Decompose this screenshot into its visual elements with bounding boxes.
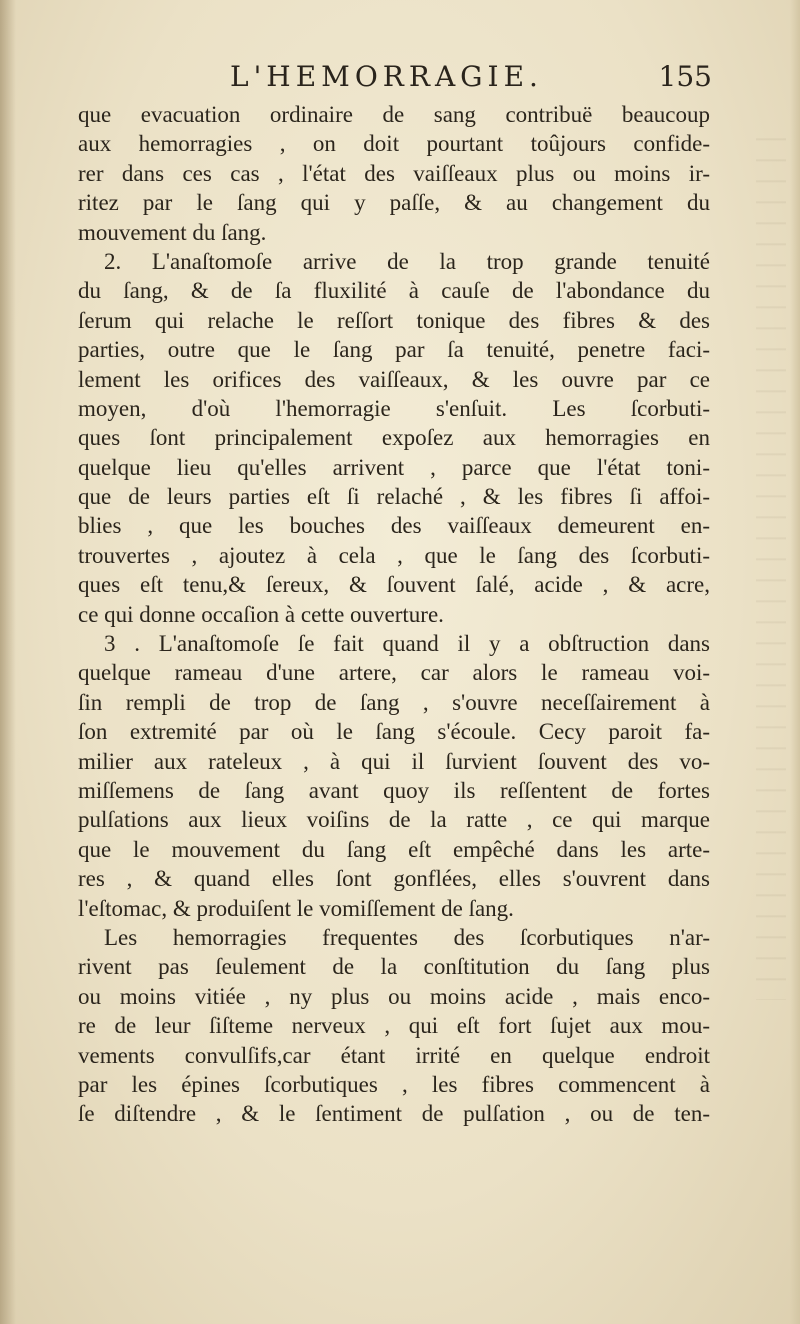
- text-line: moyen, d'où l'hemorragie s'enſuit. Les ſcorbuti-: [78, 395, 710, 421]
- show-through: [756, 120, 786, 1000]
- text-line: que le mouvement du ſang eſt empêché dans les arte-: [78, 836, 710, 862]
- gutter-shadow: [0, 0, 16, 1324]
- text-line: rivent pas ſeulement de la conſtitution du ſang plus: [78, 954, 710, 980]
- text-line: aux hemorragies , on doit pourtant toûjours confide-: [78, 131, 710, 157]
- text-line: quelque rameau d'une artere, car alors le rameau voi-: [78, 660, 710, 686]
- text-line: milier aux rateleux , à qui il ſurvient ſouvent des vo-: [78, 748, 710, 774]
- text-line: miſſemens de ſang avant quoy ils reſſentent de fortes: [78, 777, 710, 803]
- text-line: que de leurs parties eſt ſi relaché , & les fibres ſi affoi-: [78, 484, 710, 510]
- text-line: ſon extremité par où le ſang s'écoule. Cecy paroit fa-: [78, 719, 710, 745]
- text-line: ques eſt tenu,& ſereux, & ſouvent ſalé, acide , & acre,: [78, 572, 710, 598]
- text-line: quelque lieu qu'elles arrivent , parce que l'état toni-: [78, 454, 710, 480]
- text-line: par les épines ſcorbutiques , les fibres commencent à: [78, 1071, 710, 1097]
- text-line: trouvertes , ajoutez à cela , que le ſang des ſcorbuti-: [78, 542, 710, 568]
- text-line: 3 . L'anaſtomoſe ſe fait quand il y a obſtruction dans: [104, 631, 710, 657]
- text-line: ſerum qui relache le reſſort tonique des fibres & des: [78, 307, 710, 333]
- text-line: ce qui donne occaſion à cette ouverture.: [78, 601, 444, 627]
- page-edge: [790, 0, 800, 1324]
- text-line: ques ſont principalement expoſez aux hemorragies en: [78, 425, 710, 451]
- text-line: re de leur ſiſteme nerveux , qui eſt fort ſujet aux mou-: [78, 1013, 710, 1039]
- text-line: blies , que les bouches des vaiſſeaux demeurent en-: [78, 513, 710, 539]
- text-line: que evacuation ordinaire de sang contribuë beaucoup: [78, 102, 710, 127]
- text-line: res , & quand elles ſont gonflées, elles s'ouvrent dans: [78, 866, 710, 892]
- text-line: Les hemorragies frequentes des ſcorbutiques n'ar-: [104, 924, 710, 950]
- text-line: du ſang, & de ſa fluxilité à cauſe de l'abondance du: [78, 278, 710, 304]
- running-title: L'HEMORRAGIE.: [230, 60, 543, 93]
- text-line: ou moins vitiée , ny plus ou moins acide , mais enco-: [78, 983, 710, 1009]
- text-line: l'eſtomac, & produiſent le vomiſſement de ſang.: [78, 895, 514, 921]
- body-text: [78, 100, 710, 1129]
- text-line: vements convulſifs,car étant irrité en quelque endroit: [78, 1042, 710, 1068]
- text-line: ſe diſtendre , & le ſentiment de pulſation , ou de ten-: [78, 1101, 710, 1127]
- text-line: rer dans ces cas , l'état des vaiſſeaux plus ou moins ir-: [78, 160, 710, 186]
- text-line: ritez par le ſang qui y paſſe, & au changement du: [78, 190, 710, 216]
- page-number: 155: [658, 60, 712, 93]
- page-header: [82, 60, 712, 100]
- text-line: pulſations aux lieux voiſins de la ratte , ce qui marque: [78, 807, 710, 833]
- text-line: lement les orifices des vaiſſeaux, & les ouvre par ce: [78, 366, 710, 392]
- text-line: ſin rempli de trop de ſang , s'ouvre neceſſairement à: [78, 689, 710, 715]
- text-line: 2. L'anaſtomoſe arrive de la trop grande tenuité: [104, 248, 710, 274]
- text-line: mouvement du ſang.: [78, 219, 267, 245]
- text-line: parties, outre que le ſang par ſa tenuité, penetre faci-: [78, 337, 710, 363]
